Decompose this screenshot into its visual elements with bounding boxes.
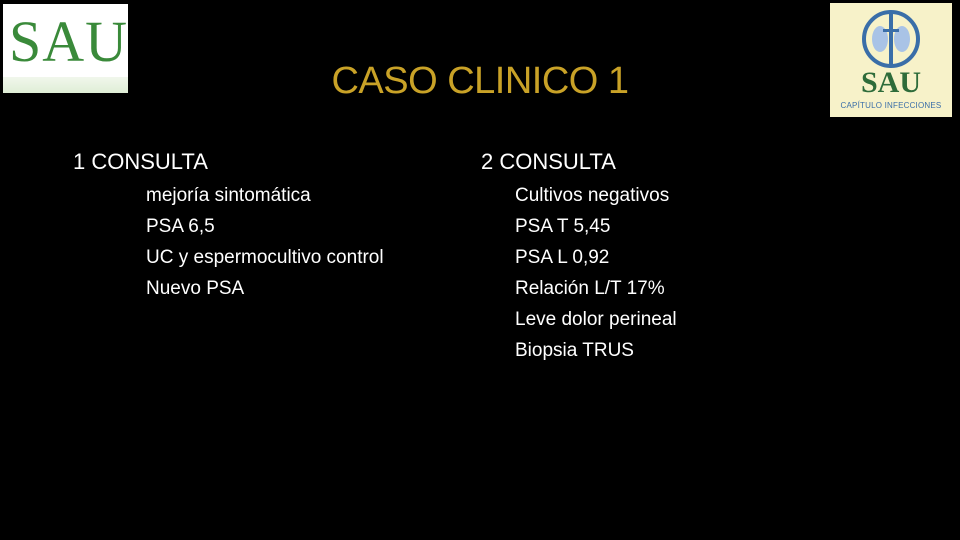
consulta-1-column	[73, 146, 384, 304]
list-item: Cultivos negativos	[515, 185, 670, 206]
list-item: Biopsia TRUS	[515, 340, 634, 361]
list-item: PSA T 5,45	[515, 216, 611, 237]
list-item: UC y espermocultivo control	[146, 247, 384, 268]
list-item: PSA L 0,92	[515, 247, 610, 268]
list-item: Nuevo PSA	[146, 278, 245, 299]
list-item: Relación L/T 17%	[515, 278, 665, 299]
list-item: PSA 6,5	[146, 216, 215, 237]
consulta-1-list	[146, 180, 384, 304]
logo-sau-text: SAU	[860, 66, 921, 99]
consulta-1-heading: 1 CONSULTA	[73, 149, 208, 174]
list-item: Leve dolor perineal	[515, 309, 677, 330]
consulta-2-column	[481, 146, 677, 366]
sau-logo-text: SAU	[9, 9, 128, 74]
consulta-2-heading: 2 CONSULTA	[481, 149, 616, 174]
slide-title: CASO CLINICO 1	[331, 60, 629, 102]
consulta-2-list	[515, 180, 677, 366]
logo-subtitle: CAPÍTULO INFECCIONES	[840, 101, 942, 110]
list-item: mejoría sintomática	[146, 185, 311, 206]
